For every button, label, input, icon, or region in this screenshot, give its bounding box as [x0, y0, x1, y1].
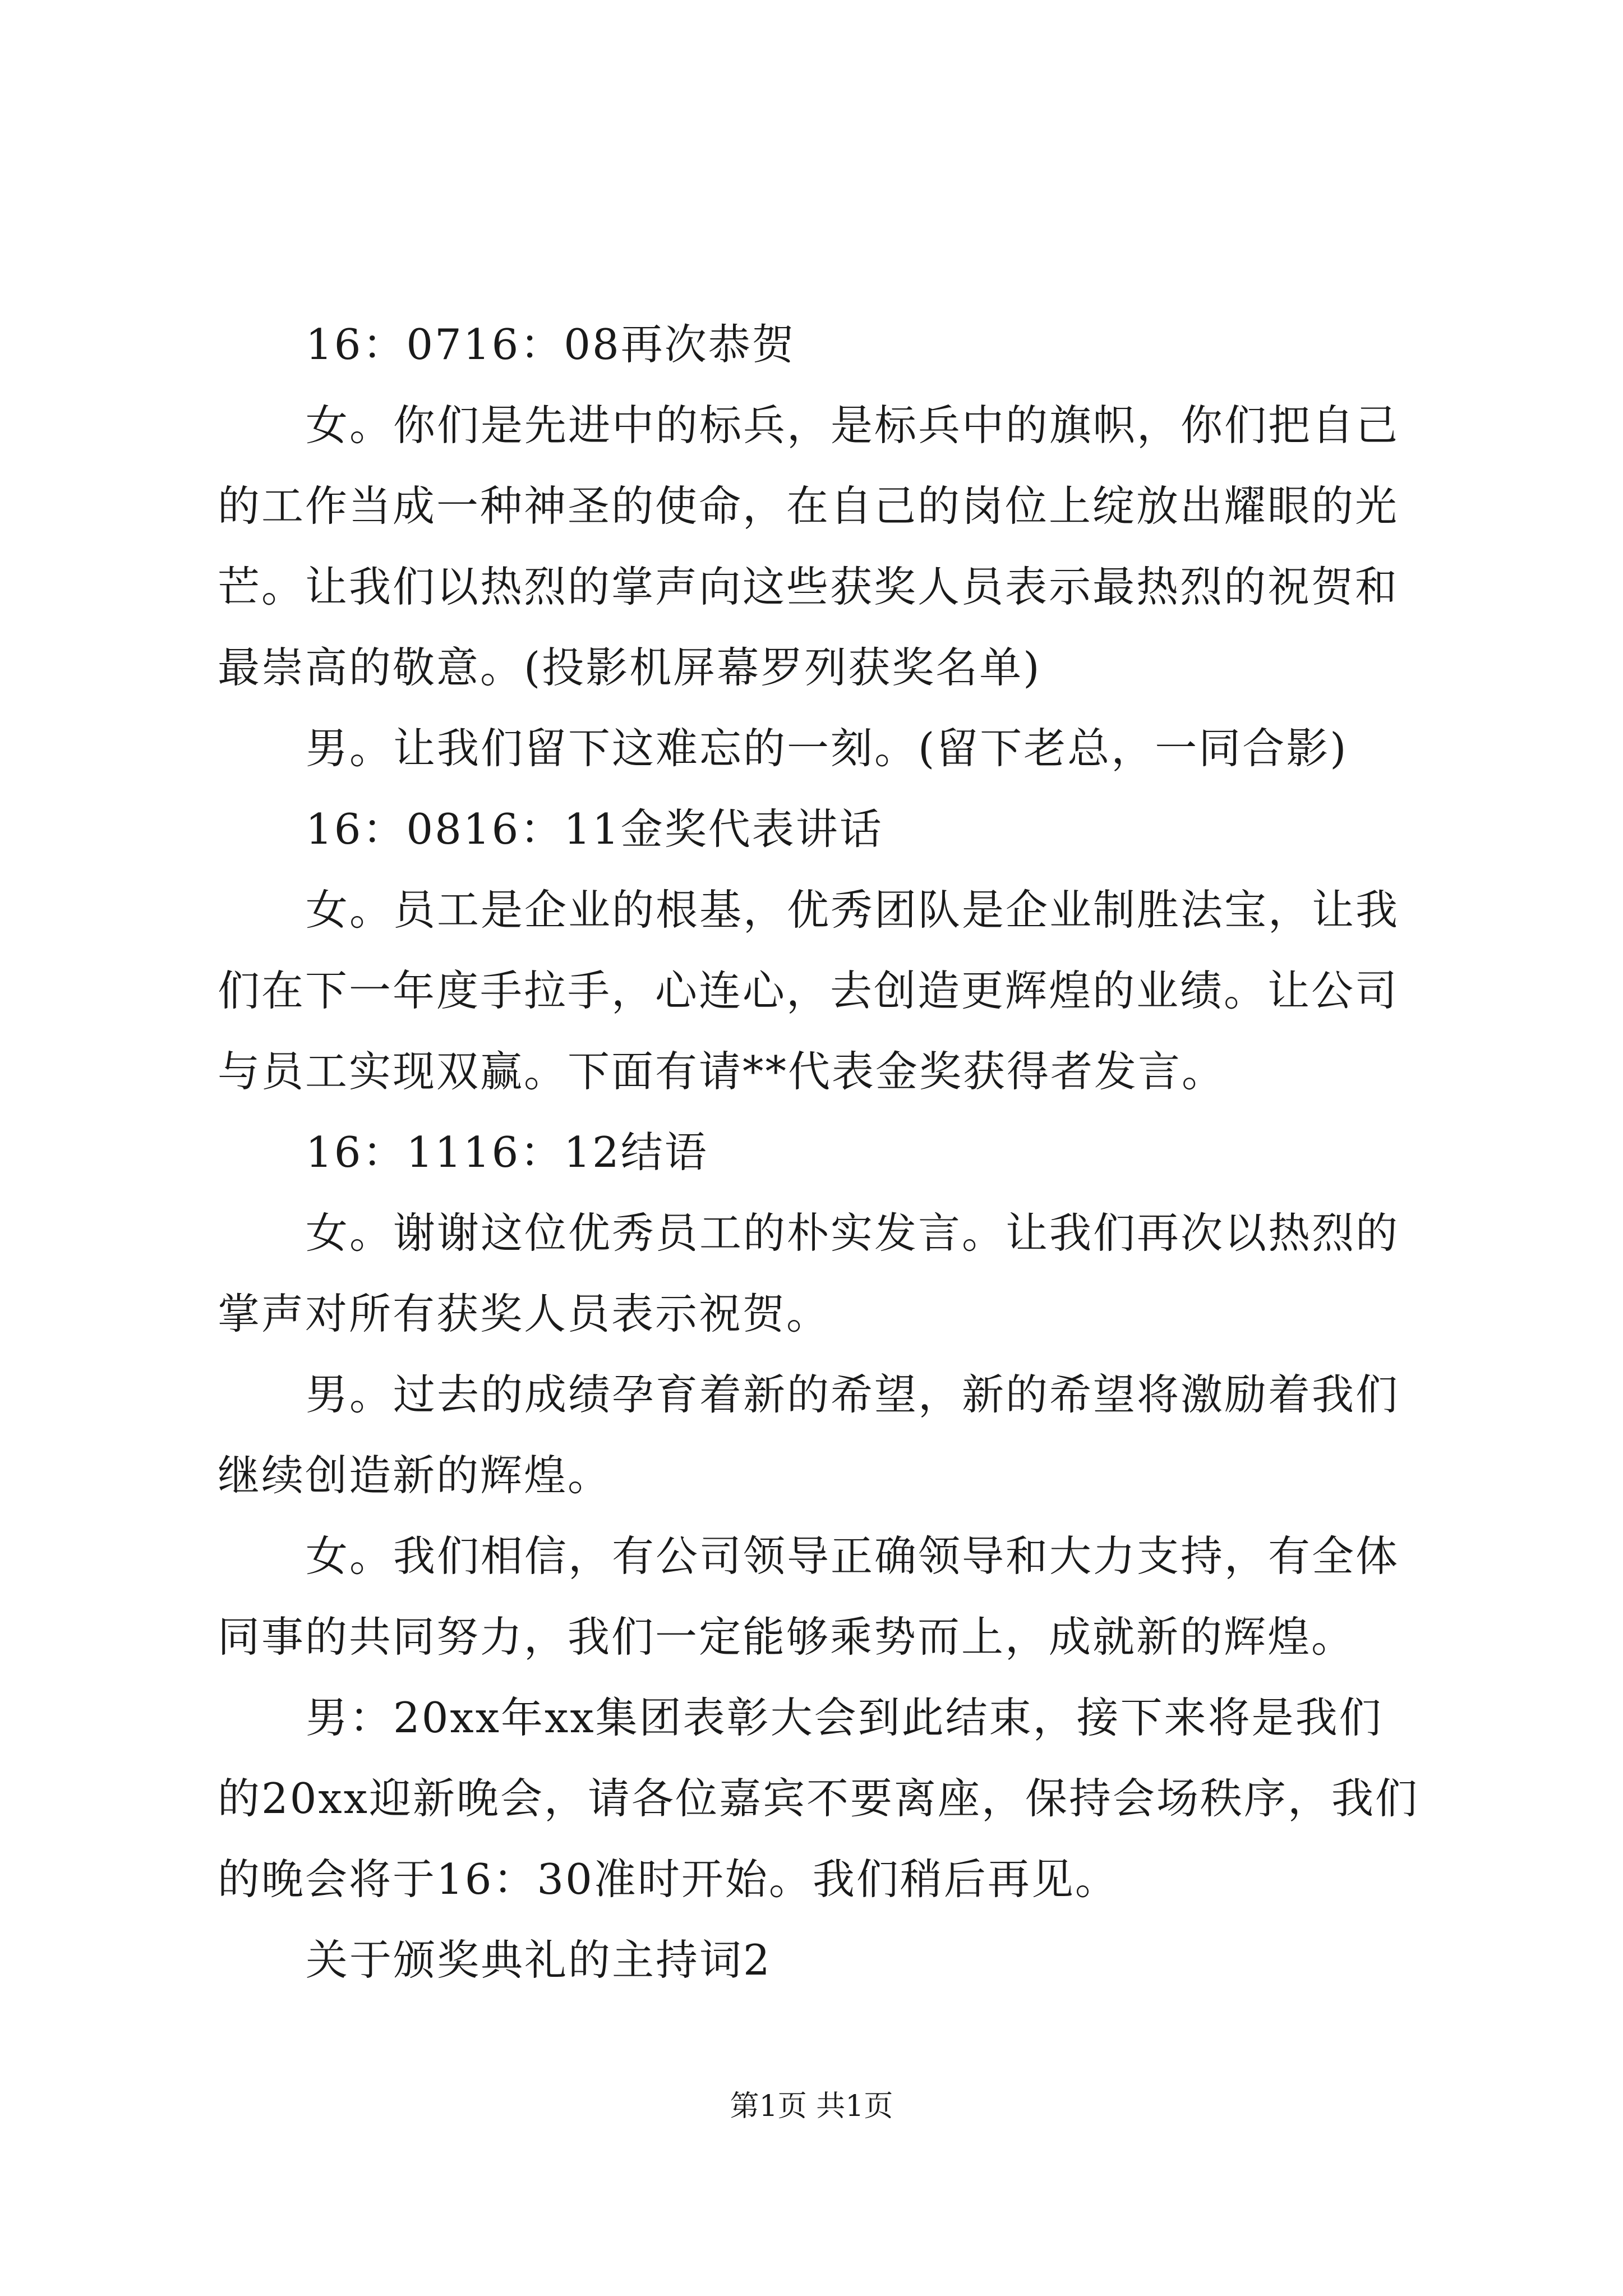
section-heading-closing: 16：1116：12结语	[306, 1128, 708, 1177]
section-heading-congratulations: 16：0716：08再次恭贺	[306, 320, 796, 369]
document-body	[218, 304, 1423, 2000]
paragraph-male-host: 男。让我们留下这难忘的一刻。(留下老总，一同合影)	[306, 724, 1348, 773]
section-heading-gold-award-speech: 16：0816：11金奖代表讲话	[306, 804, 883, 854]
paragraph-female-host: 女。你们是先进中的标兵，是标兵中的旗帜，你们把自己的工作当成一种神圣的使命，在自己的岗位上绽放出耀眼的光芒。让我们以热烈的掌声向这些获奖人员表示最热烈的祝贺和最崇高的敬意。(投影机屏幕罗列获奖名单)	[218, 401, 1400, 692]
paragraph-male-host: 男：20xx年xx集团表彰大会到此结束，接下来将是我们的20xx迎新晚会，请各位嘉宾不要离座，保持会场秩序，我们的晚会将于16：30准时开始。我们稍后再见。	[218, 1693, 1419, 1904]
paragraph-female-host: 女。谢谢这位优秀员工的朴实发言。让我们再次以热烈的掌声对所有获奖人员表示祝贺。	[218, 1208, 1400, 1338]
next-section-title: 关于颁奖典礼的主持词2	[306, 1935, 772, 1985]
paragraph-male-host: 男。过去的成绩孕育着新的希望，新的希望将激励着我们继续创造新的辉煌。	[218, 1370, 1400, 1500]
page-footer: 第1页 共1页	[730, 2090, 893, 2123]
paragraph-female-host: 女。我们相信，有公司领导正确领导和大力支持，有全体同事的共同努力，我们一定能够乘势而上，成就新的辉煌。	[218, 1531, 1400, 1662]
paragraph-female-host: 女。员工是企业的根基，优秀团队是企业制胜法宝，让我们在下一年度手拉手，心连心，去创造更辉煌的业绩。让公司与员工实现双赢。下面有请**代表金奖获得者发言。	[218, 885, 1400, 1096]
